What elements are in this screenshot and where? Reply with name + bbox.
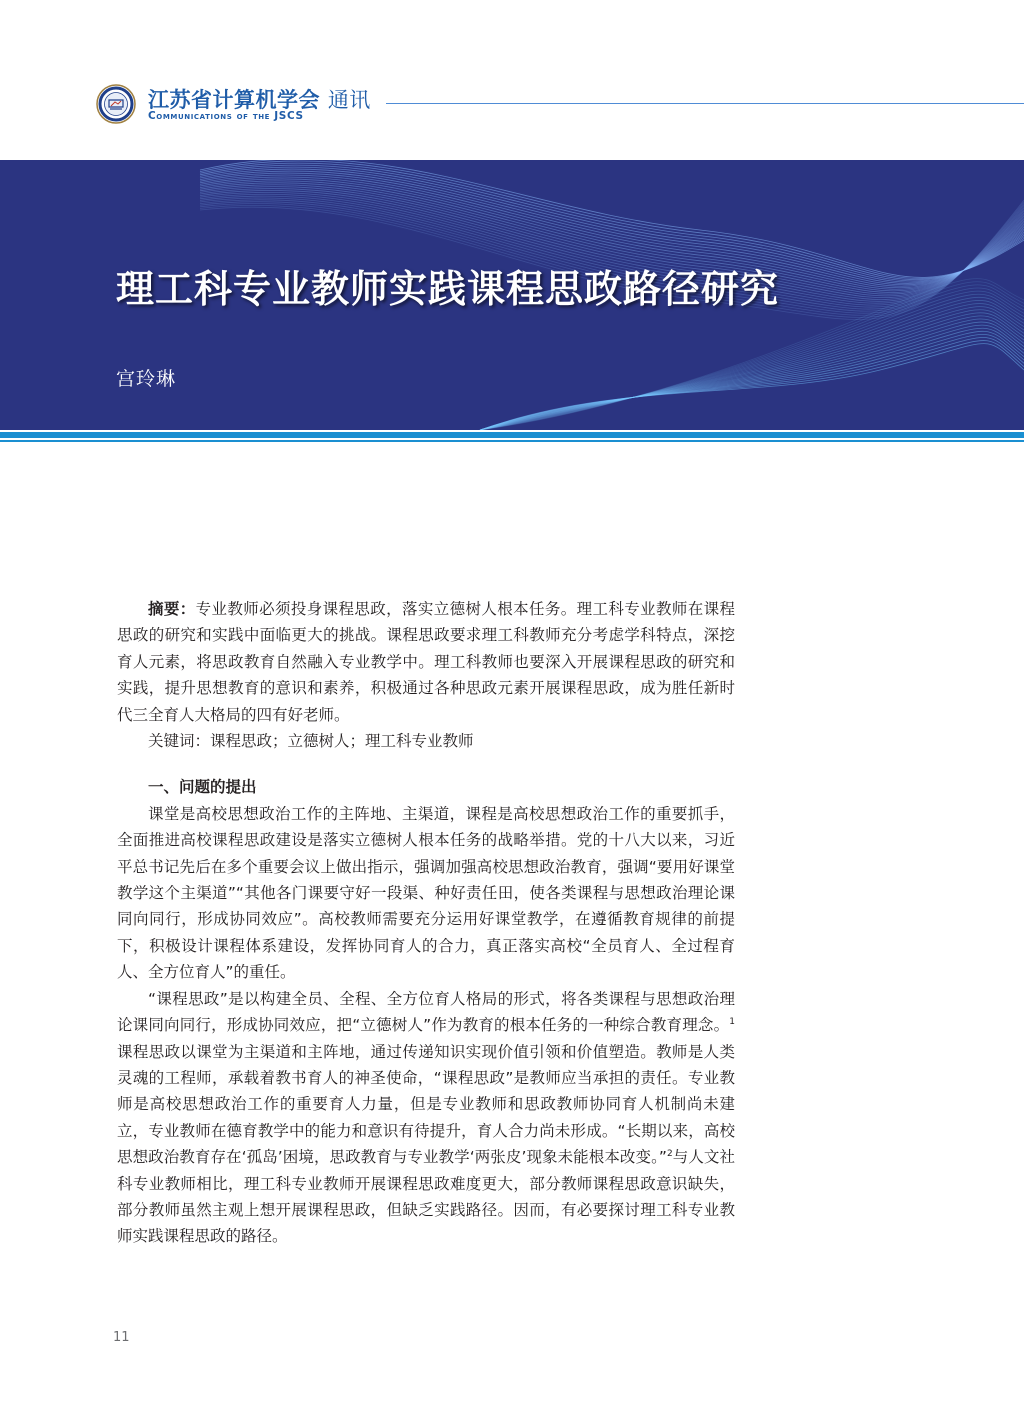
page-number: 11 [113, 1330, 130, 1345]
banner-accent-line-thin [0, 440, 1024, 442]
title-banner [0, 160, 1024, 430]
paragraph-2-part-c: 与人文社科专业教师相比，理工科专业教师开展课程思政难度更大，部分教师课程思政意识缺失，部分教师虽然主观上想开展课程思政，但缺乏实践路径。因而，有必要探讨理工科专业教师实践课程思政的路径。 [117, 1148, 735, 1246]
article-body [117, 596, 735, 1250]
masthead-title-bold: 江苏省计算机学会 [148, 88, 320, 112]
article-author: 宫玲琳 [116, 368, 177, 390]
footnote-ref-2[interactable]: 2 [666, 1149, 673, 1160]
masthead-subtitle: Communications of the JSCS [148, 110, 304, 122]
paragraph-2 [117, 986, 735, 1250]
society-seal-icon [96, 84, 136, 124]
keywords: 关键词：课程思政；立德树人；理工科专业教师 [148, 732, 474, 751]
masthead-title-thin: 通讯 [327, 88, 371, 112]
abstract-label: 摘要： [148, 600, 196, 618]
section-heading: 一、问题的提出 [148, 778, 257, 797]
masthead-rule [386, 103, 1024, 104]
abstract [117, 596, 735, 728]
paragraph-1: 课堂是高校思想政治工作的主阵地、主渠道，课程是高校思想政治工作的重要抓手，全面推进高校课程思政建设是落实立德树人根本任务的战略举措。党的十八大以来，习近平总书记先后在多个重要会议上做出指示，强调加强高校思想政治教育，强调“要用好课堂教学这个主渠道”“其他各门课要守好一段渠、种好责任田，使各类课程与思想政治理论课同向同行，形成协同效应”。高校教师需要充分运用好课堂教学，在遵循教育规律的前提下，积极设计课程体系建设，发挥协同育人的合力，真正落实高校“全员育人、全过程育人、全方位育人”的重任。 [117, 804, 735, 982]
abstract-text: 专业教师必须投身课程思政，落实立德树人根本任务。理工科专业教师在课程思政的研究和实践中面临更大的挑战。课程思政要求理工科教师充分考虑学科特点，深挖育人元素，将思政教育自然融入专业教学中。理工科教师也要深入开展课程思政的研究和实践，提升思想教育的意识和素养，积极通过各种思政元素开展课程思政，成为胜任新时代三全育人大格局的四有好老师。 [117, 600, 735, 724]
banner-accent-line [0, 432, 1024, 438]
masthead [92, 78, 1024, 128]
paragraph-2-part-b: 课程思政以课堂为主渠道和主阵地，通过传递知识实现价值引领和价值塑造。教师是人类灵魂的工程师，承载着教书育人的神圣使命，“课程思政”是教师应当承担的责任。专业教师是高校思想政治工作的重要育人力量，但是专业教师和思政教师协同育人机制尚未建立，专业教师在德育教学中的能力和意识有待提升，育人合力尚未形成。“长期以来，高校思想政治教育存在‘孤岛’困境，思政教育与专业教学‘两张皮’现象未能根本改变。” [117, 1042, 735, 1167]
article-title: 理工科专业教师实践课程思政路径研究 [116, 267, 780, 311]
footnote-ref-1[interactable]: 1 [729, 1017, 735, 1028]
paragraph-2-part-a: “课程思政”是以构建全员、全程、全方位育人格局的形式，将各类课程与思想政治理论课同向同行，形成协同效应，把“立德树人”作为教育的根本任务的一种综合教育理念。 [117, 989, 735, 1035]
